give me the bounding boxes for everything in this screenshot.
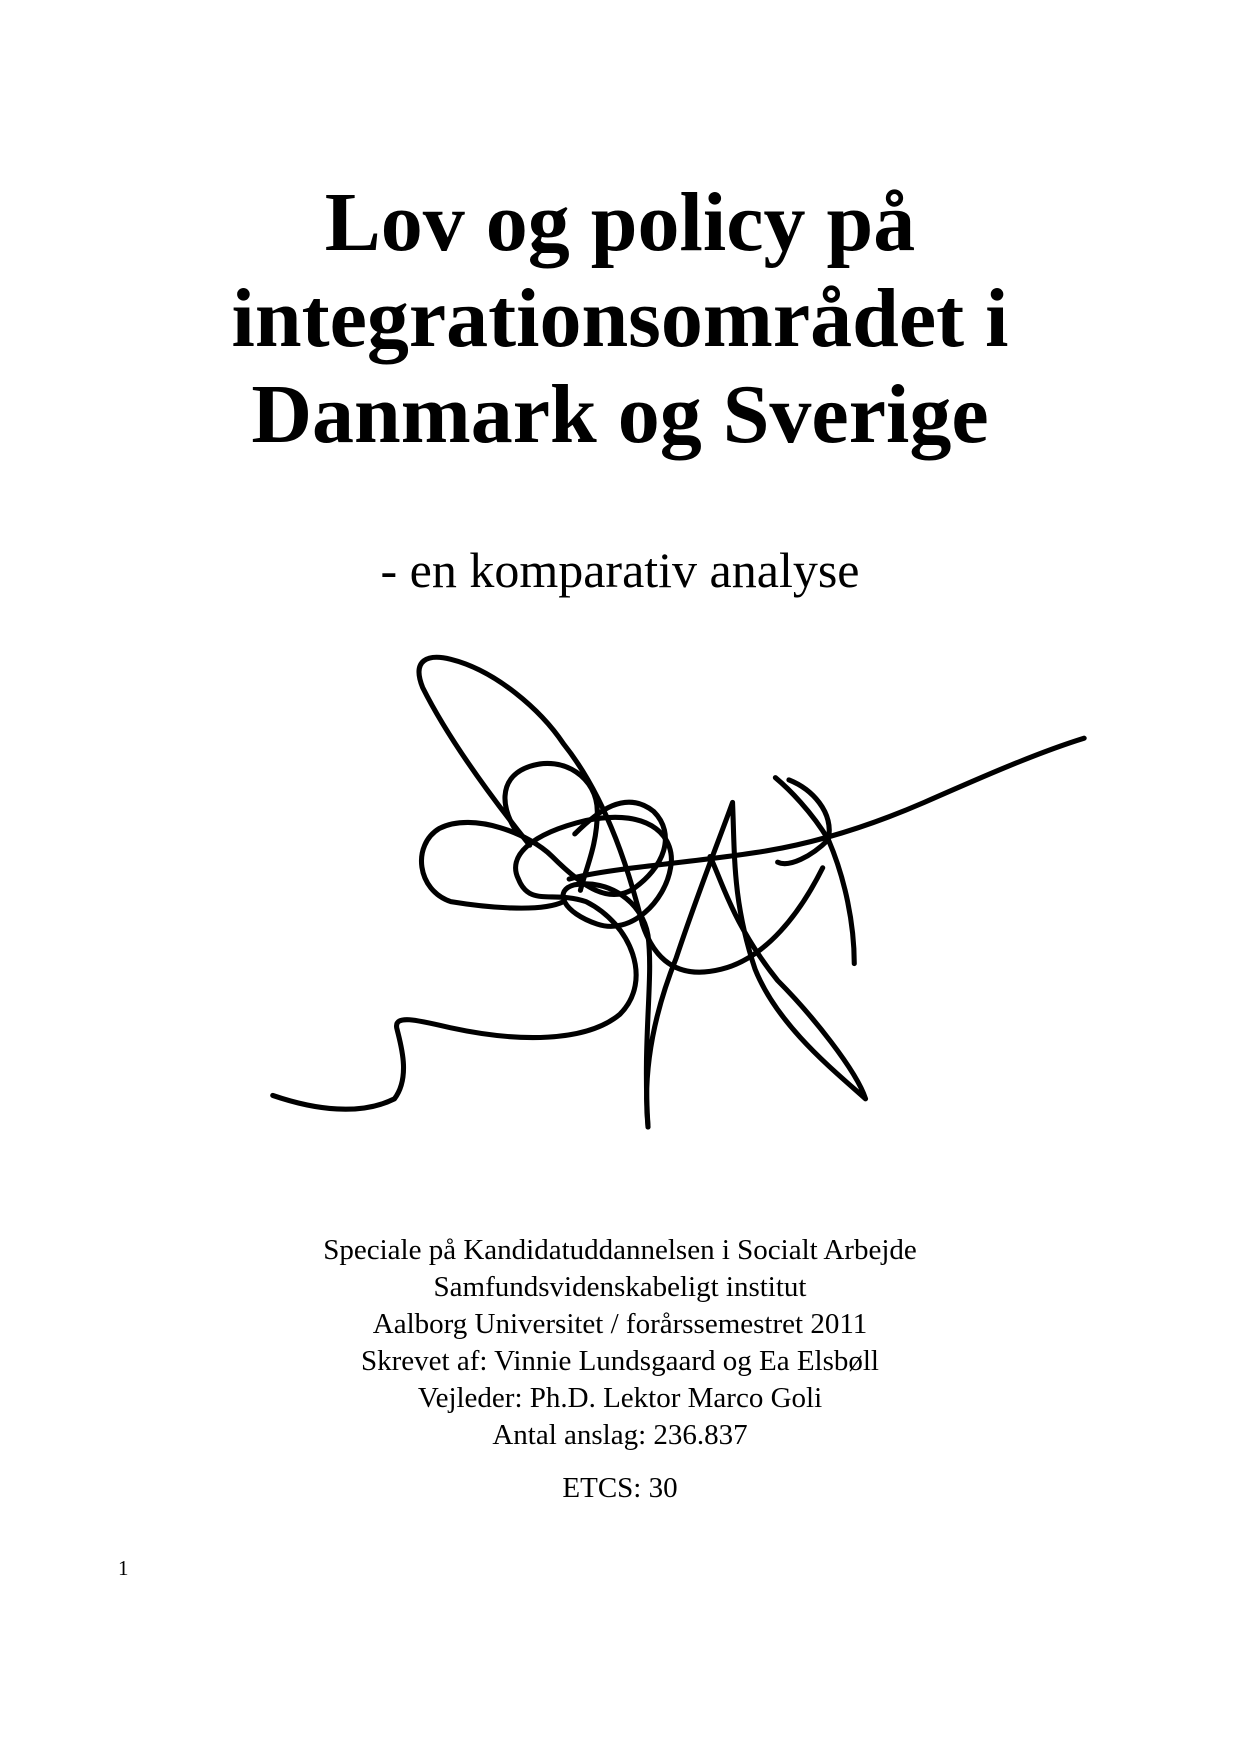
etcs-credits: ETCS: 30 [562,1472,678,1504]
info-line-university: Aalborg Universitet / forårssemestret 2011 [372,1308,868,1340]
title-line: Danmark og Sverige [251,368,989,461]
info-line-institute: Samfundsvidenskabeligt institut [433,1271,807,1303]
document-subtitle: - en komparativ analyse [380,542,860,598]
scribble-stroke [775,778,854,964]
title-line: integrationsområdet i [231,272,1009,365]
page-number: 1 [118,1556,129,1580]
info-line-supervisor: Vejleder: Ph.D. Lektor Marco Goli [417,1382,823,1414]
scribble-stroke [778,780,830,864]
title-line: Lov og policy på [324,176,916,269]
scribble-stroke [273,817,672,1127]
info-line-authors: Skrevet af: Vinnie Lundsgaard og Ea Elsbøll [361,1345,879,1377]
info-line-character-count: Antal anslag: 236.837 [492,1419,748,1451]
thesis-info [0,1232,1240,1454]
info-line-program: Speciale på Kandidatuddannelsen i Socialt Arbejde [323,1234,917,1266]
